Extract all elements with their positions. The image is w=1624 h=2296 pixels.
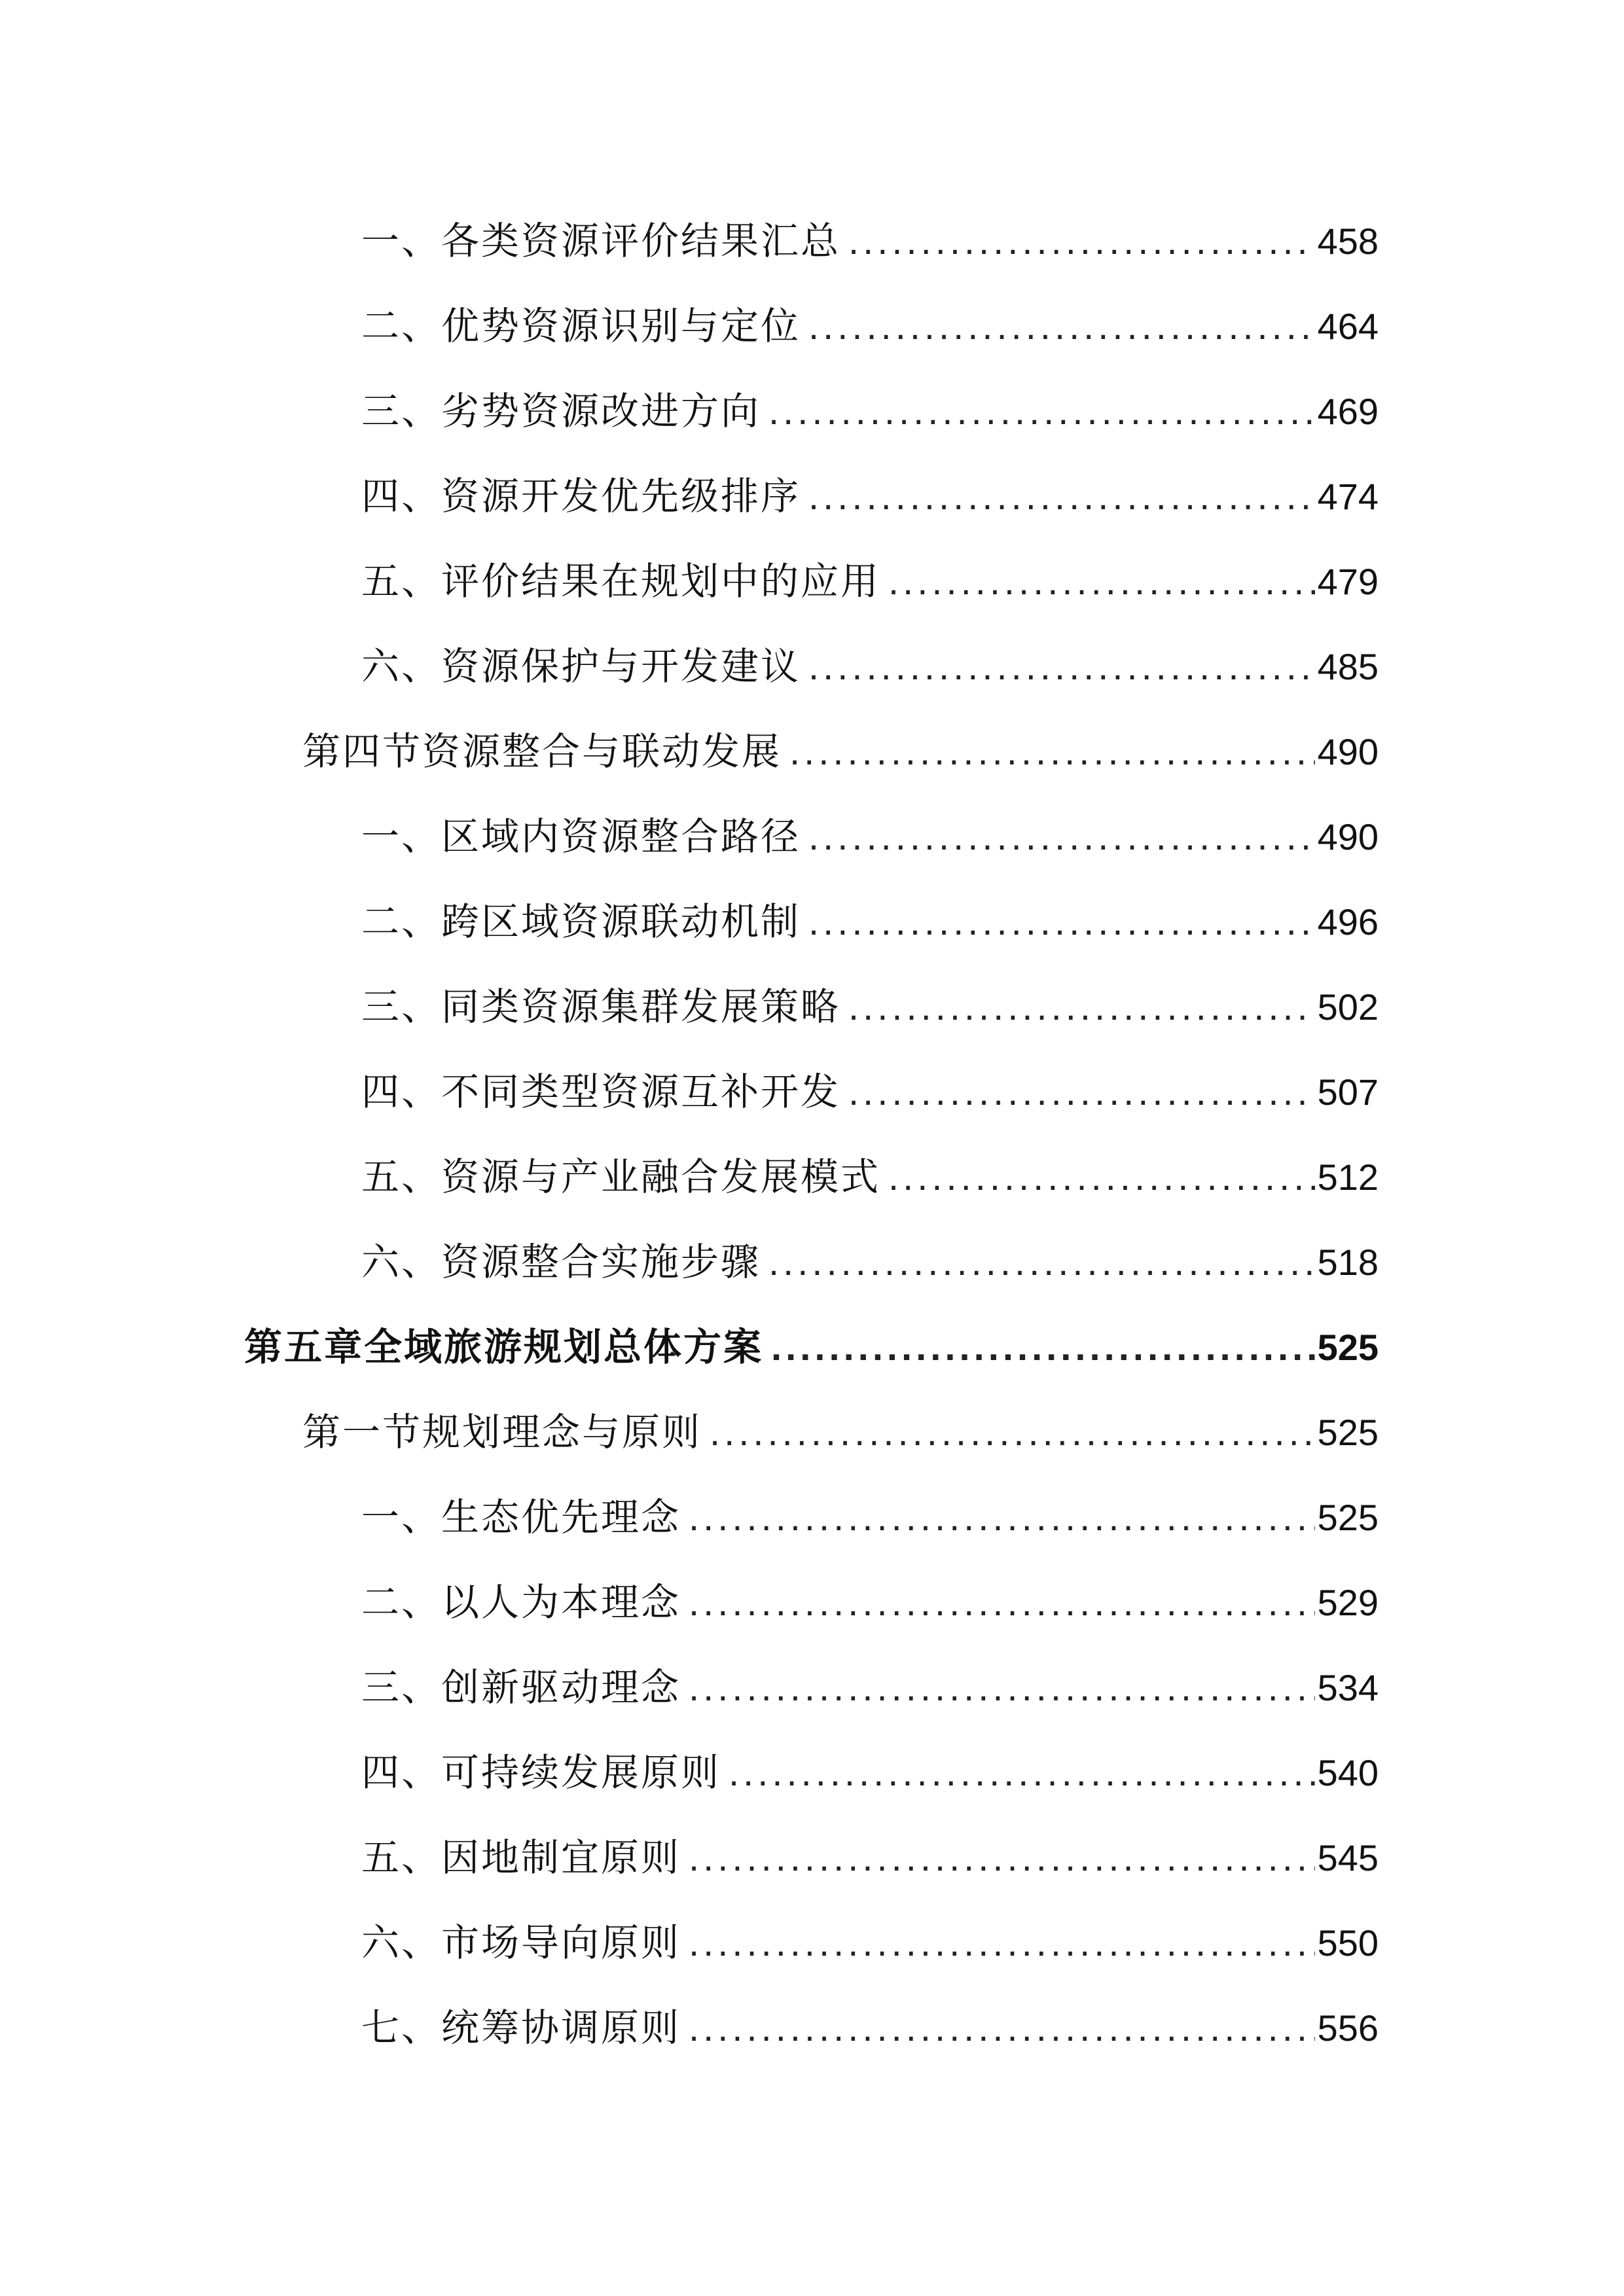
toc-dot-leader	[689, 1997, 1315, 2059]
toc-page-number: 545	[1317, 1837, 1379, 1878]
toc-page-number: 540	[1317, 1752, 1379, 1793]
toc-entry[interactable]	[361, 1486, 1379, 1549]
toc-dot-leader	[689, 1827, 1315, 1889]
toc-page-number: 490	[1317, 731, 1379, 772]
toc-page-number: 512	[1317, 1157, 1379, 1198]
toc-dot-leader	[808, 636, 1315, 698]
toc-dot-leader	[848, 210, 1315, 272]
toc-entry[interactable]	[361, 1826, 1379, 1889]
toc-entry[interactable]	[361, 1060, 1379, 1123]
toc-entry-title: 五、资源与产业融合发展模式	[361, 1155, 881, 1199]
toc-entry-title: 二、优势资源识别与定位	[361, 304, 801, 348]
toc-entry-title: 五、评价结果在规划中的应用	[361, 559, 881, 603]
toc-entry[interactable]	[361, 1911, 1379, 1974]
toc-page-number: 550	[1317, 1922, 1379, 1964]
toc-entry[interactable]	[361, 1741, 1379, 1804]
toc-dot-leader	[768, 380, 1315, 442]
toc-entry-title: 三、劣势资源改进方向	[361, 389, 761, 433]
toc-entry[interactable]	[361, 635, 1379, 698]
toc-page-number: 529	[1317, 1582, 1379, 1623]
toc-dot-leader	[689, 1912, 1315, 1974]
toc-dot-leader	[771, 1316, 1315, 1378]
toc-entry-title: 一、生态优先理念	[361, 1495, 681, 1539]
toc-entry[interactable]	[361, 1656, 1379, 1719]
toc-dot-leader	[888, 550, 1315, 613]
toc-entry-title: 六、资源保护与开发建议	[361, 644, 801, 689]
toc-entry-title: 一、区域内资源整合路径	[361, 814, 801, 859]
toc-page-number: 479	[1317, 561, 1379, 602]
toc-entry-title: 第一节规划理念与原则	[302, 1410, 702, 1454]
toc-entry-title: 七、统筹协调原则	[361, 2005, 681, 2050]
toc-entry-title: 六、市场导向原则	[361, 1920, 681, 1965]
toc-dot-leader	[729, 1742, 1315, 1804]
toc-entry[interactable]	[361, 295, 1379, 357]
toc-page-number: 464	[1317, 306, 1379, 347]
toc-dot-leader	[768, 1231, 1315, 1293]
toc-section-entry[interactable]	[302, 720, 1379, 783]
toc-page-number: 485	[1317, 646, 1379, 687]
toc-entry[interactable]	[361, 975, 1379, 1038]
toc-entry[interactable]	[361, 550, 1379, 613]
toc-page-number: 490	[1317, 816, 1379, 857]
toc-entry[interactable]	[361, 209, 1379, 272]
toc-dot-leader	[710, 1401, 1315, 1463]
toc-chapter-entry[interactable]	[244, 1316, 1379, 1378]
toc-page-number: 518	[1317, 1242, 1379, 1283]
toc-entry[interactable]	[361, 1996, 1379, 2059]
toc-entry-title: 三、创新驱动理念	[361, 1665, 681, 1710]
toc-page-number: 496	[1317, 901, 1379, 942]
toc-entry-title: 一、各类资源评价结果汇总	[361, 219, 841, 263]
toc-entry[interactable]	[361, 1571, 1379, 1634]
toc-entry-title: 第四节资源整合与联动发展	[302, 729, 782, 774]
toc-page-number: 469	[1317, 391, 1379, 432]
toc-entry-title: 二、以人为本理念	[361, 1580, 681, 1624]
toc-dot-leader	[808, 465, 1315, 528]
toc-entry-title: 二、跨区域资源联动机制	[361, 899, 801, 944]
toc-dot-leader	[689, 1657, 1315, 1719]
toc-page-number: 556	[1317, 2007, 1379, 2049]
toc-page-number: 525	[1317, 1327, 1379, 1368]
toc-dot-leader	[808, 295, 1315, 357]
toc-dot-leader	[789, 721, 1315, 783]
toc-entry-title: 第五章全域旅游规划总体方案	[244, 1325, 764, 1369]
toc-entry-title: 五、因地制宜原则	[361, 1835, 681, 1880]
toc-page-number: 474	[1317, 476, 1379, 517]
toc-page-number: 525	[1317, 1497, 1379, 1538]
toc-entry-title: 四、可持续发展原则	[361, 1750, 721, 1795]
toc-entry-title: 三、同类资源集群发展策略	[361, 984, 841, 1029]
toc-entry[interactable]	[361, 380, 1379, 442]
toc-entry-title: 六、资源整合实施步骤	[361, 1240, 761, 1284]
toc-dot-leader	[848, 1061, 1315, 1123]
toc-dot-leader	[848, 976, 1315, 1038]
toc-page-number: 458	[1317, 221, 1379, 262]
toc-page-number: 502	[1317, 986, 1379, 1028]
toc-dot-leader	[888, 1146, 1315, 1208]
toc-entry[interactable]	[361, 1145, 1379, 1208]
toc-dot-leader	[689, 1571, 1315, 1634]
toc-page-number: 525	[1317, 1412, 1379, 1453]
toc-entry[interactable]	[361, 890, 1379, 953]
toc-page-number: 507	[1317, 1071, 1379, 1113]
toc-entry-title: 四、资源开发优先级排序	[361, 474, 801, 518]
toc-page-number: 534	[1317, 1667, 1379, 1708]
toc-section-entry[interactable]	[302, 1401, 1379, 1463]
toc-entry[interactable]	[361, 805, 1379, 868]
toc-entry-title: 四、不同类型资源互补开发	[361, 1069, 841, 1114]
toc-dot-leader	[689, 1486, 1315, 1549]
toc-dot-leader	[808, 806, 1315, 868]
toc-dot-leader	[808, 891, 1315, 953]
toc-entry[interactable]	[361, 465, 1379, 528]
toc-entry[interactable]	[361, 1230, 1379, 1293]
